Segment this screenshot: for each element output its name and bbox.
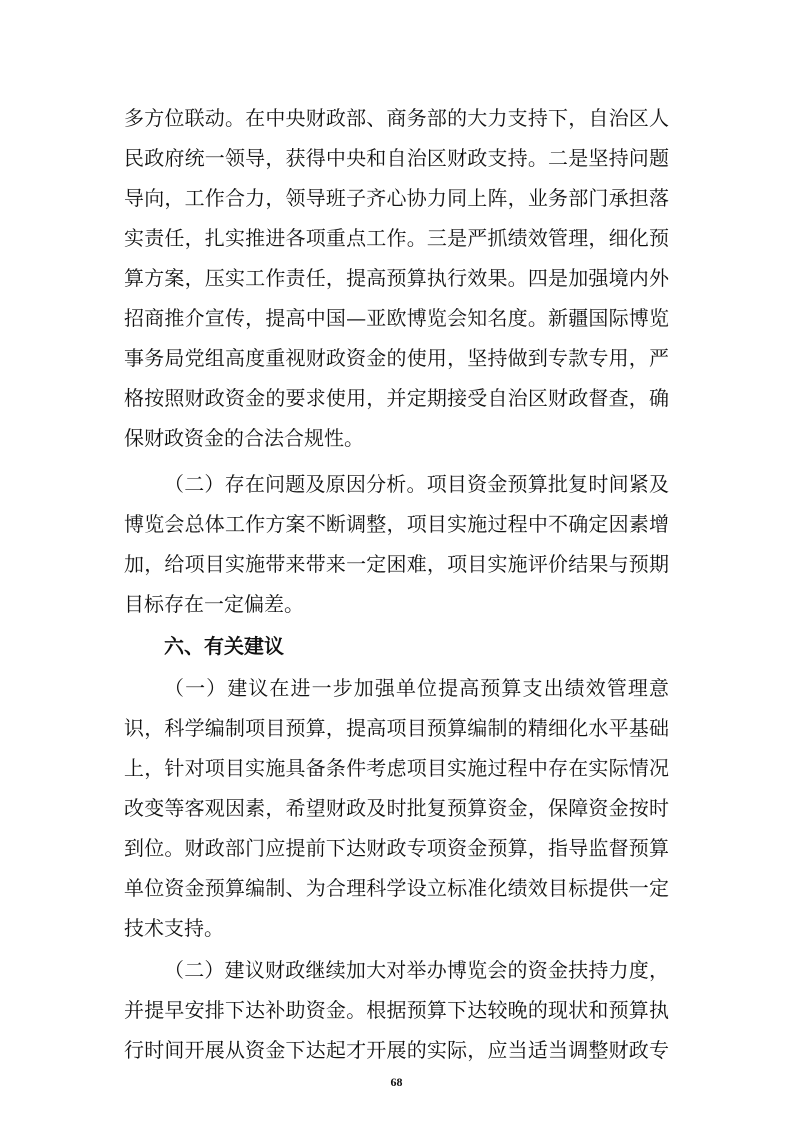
paragraph-1-line-6: 招商推介宣传，提高中国—亚欧博览会知名度。新疆国际博览 <box>124 306 669 330</box>
paragraph-1-line-2: 民政府统一领导，获得中央和自治区财政支持。二是坚持问题 <box>124 146 669 170</box>
paragraph-3-line-5: 到位。财政部门应提前下达财政专项资金预算，指导监督预算 <box>124 836 669 860</box>
paragraph-1-line-5: 算方案，压实工作责任，提高预算执行效果。四是加强境内外 <box>124 266 669 290</box>
paragraph-3-line-7: 技术支持。 <box>124 916 224 940</box>
paragraph-4-line-1: （二）建议财政继续加大对举办博览会的资金扶持力度， <box>164 958 669 982</box>
paragraph-3-line-2: 识，科学编制项目预算，提高项目预算编制的精细化水平基础 <box>124 716 669 740</box>
paragraph-4-line-2: 并提早安排下达补助资金。根据预算下达较晚的现状和预算执 <box>124 998 669 1022</box>
paragraph-3-line-4: 改变等客观因素，希望财政及时批复预算资金，保障资金按时 <box>124 796 669 820</box>
paragraph-1-line-3: 导向，工作合力，领导班子齐心协力同上阵，业务部门承担落 <box>124 186 669 210</box>
paragraph-3-line-3: 上，针对项目实施具备条件考虑项目实施过程中存在实际情况 <box>124 756 669 780</box>
paragraph-1-line-4: 实责任，扎实推进各项重点工作。三是严抓绩效管理，细化预 <box>124 226 669 250</box>
paragraph-1-line-1: 多方位联动。在中央财政部、商务部的大力支持下，自治区人 <box>124 106 669 130</box>
page-number: 68 <box>390 1075 403 1089</box>
paragraph-1-line-8: 格按照财政资金的要求使用，并定期接受自治区财政督查，确 <box>124 386 669 410</box>
paragraph-4-line-3: 行时间开展从资金下达起才开展的实际，应当适当调整财政专 <box>124 1038 669 1062</box>
paragraph-3-line-6: 单位资金预算编制、为合理科学设立标准化绩效目标提供一定 <box>124 876 669 900</box>
section-heading: 六、有关建议 <box>164 634 284 658</box>
paragraph-2-line-3: 加，给项目实施带来带来一定困难，项目实施评价结果与预期 <box>124 552 669 576</box>
paragraph-3-line-1: （一）建议在进一步加强单位提高预算支出绩效管理意 <box>164 676 669 700</box>
paragraph-1-line-7: 事务局党组高度重视财政资金的使用，坚持做到专款专用，严 <box>124 346 669 370</box>
paragraph-2-line-4: 目标存在一定偏差。 <box>124 592 304 616</box>
paragraph-1-line-9: 保财政资金的合法合规性。 <box>124 426 364 450</box>
paragraph-2-line-1: （二）存在问题及原因分析。项目资金预算批复时间紧及 <box>164 472 669 496</box>
paragraph-2-line-2: 博览会总体工作方案不断调整，项目实施过程中不确定因素增 <box>124 512 669 536</box>
